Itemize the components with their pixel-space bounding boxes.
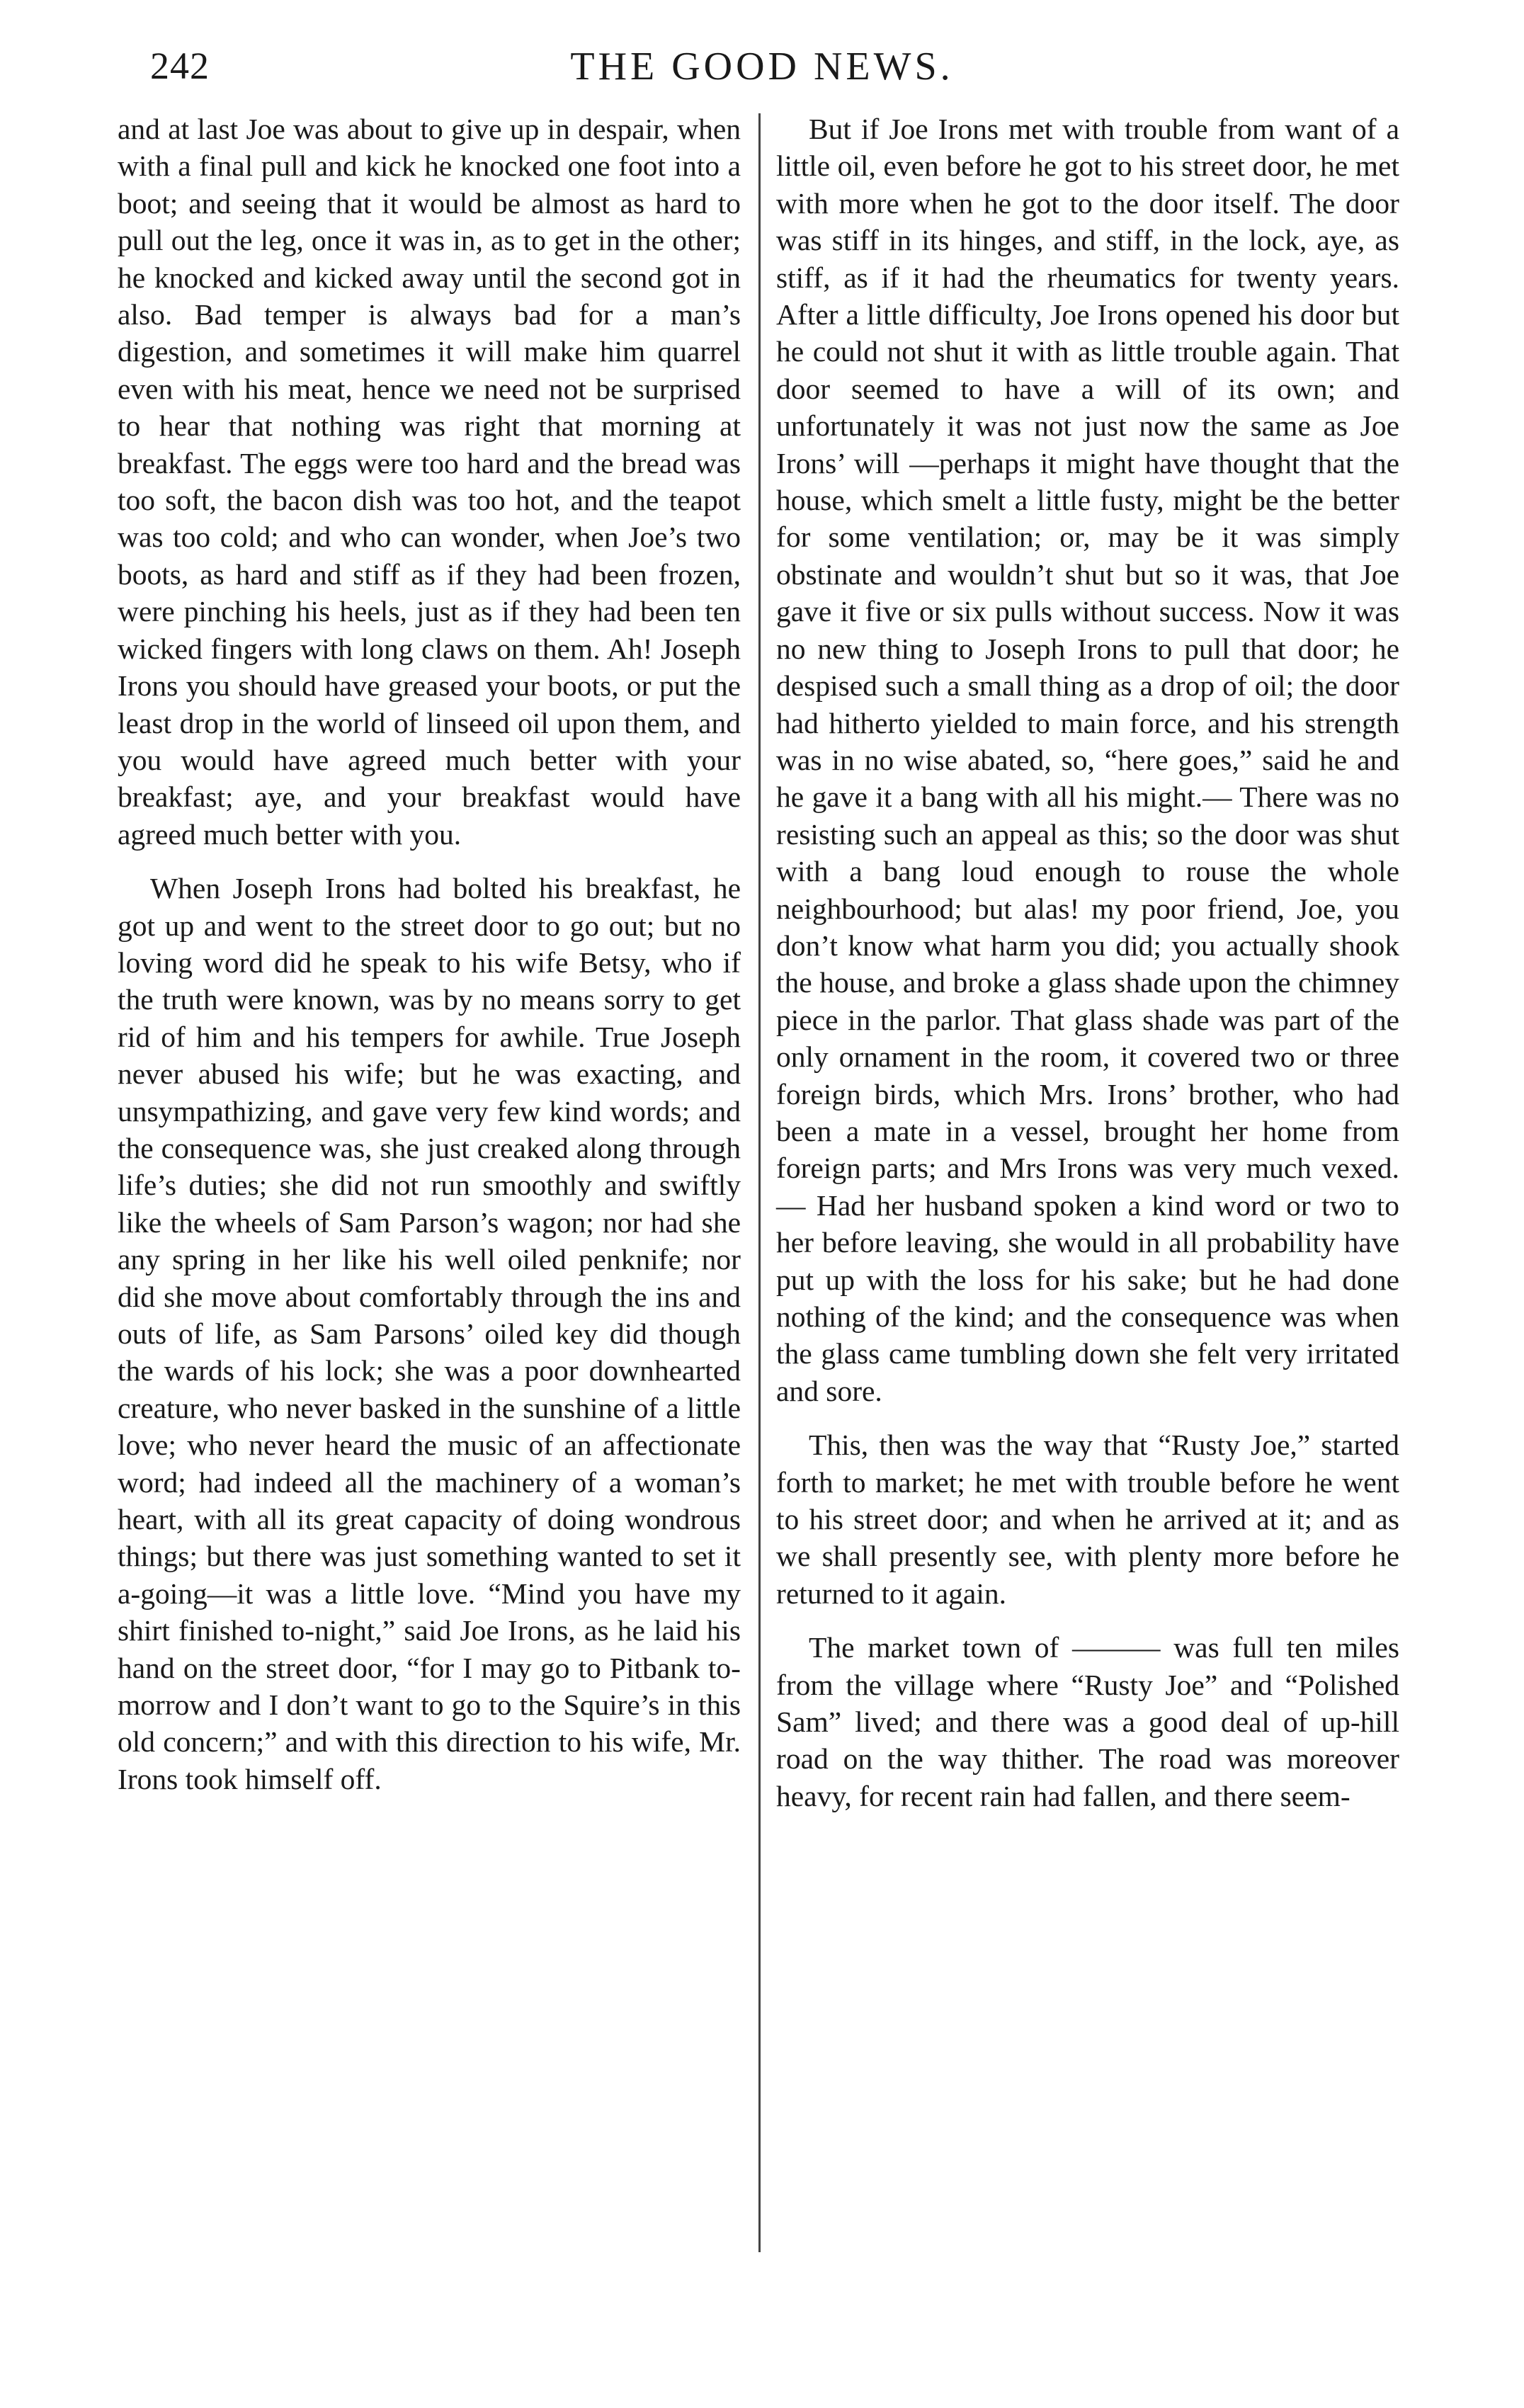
right-column bbox=[776, 110, 1399, 1814]
left-paragraph-1: and at last Joe was about to give up in despair, when with a final pull and kick he knocked one foot into a boot; and seeing that it would be almost as hard to pull out the leg, once it was in, as to get in the other; he knocked and kicked away until the second got in also. Bad temper is always bad for a man’s digestion, and sometimes it will make him quarrel even with his meat, hence we need not be surprised to hear that nothing was right that morning at breakfast. The eggs were too hard and the bread was too soft, the bacon dish was too hot, and the teapot was too cold; and who can wonder, when Joe’s two boots, as hard and stiff as if they had been frozen, were pinching his heels, just as if they had been ten wicked fingers with long claws on them. Ah! Joseph Irons you should have greased your boots, or put the least drop in the world of linseed oil upon them, and you would have agreed much better with your breakfast; aye, and your breakfast would have agreed much better with you. bbox=[118, 113, 741, 851]
left-paragraph-2: When Joseph Irons had bolted his breakfast, he got up and went to the street door to go out; but no loving word did he speak to his wife Betsy, who if the truth were known, was by no means sorry to get rid of him and his tempers for awhile. True Joseph never abused his wife; but he was exacting, and unsympathizing, and gave very few kind words; and the consequence was, she just creaked along through life’s duties; she did not run smoothly and swiftly like the wheels of Sam Parson’s wagon; nor had she any spring in her like his well oiled penknife; nor did she move about comfortably through the ins and outs of life, as Sam Parsons’ oiled key did though the wards of his lock; she was a poor downhearted creature, who never basked in the sunshine of a little love; who never heard the music of an affectionate word; had indeed all the machinery of a woman’s heart, with all its great capacity of doing wondrous things; but there was just something wanted to set it a-going—it was a little love. “Mind you have my shirt finished to-night,” said Joe Irons, as he laid his hand on the street door, “for I may go to Pitbank to-morrow and I don’t want to go to the Squire’s in this old concern;” and with this direction to his wife, Mr. Irons took himself off. bbox=[118, 872, 741, 1795]
running-title: THE GOOD NEWS. bbox=[570, 45, 954, 89]
column-divider bbox=[758, 113, 761, 2252]
left-column bbox=[118, 110, 741, 1798]
right-paragraph-3: The market town of ——— was full ten miles from the village where “Rusty Joe” and “Polished Sam” lived; and there was a good deal of up-hill road on the way thither. The road was moreover heavy, for recent rain had fallen, and there seem- bbox=[776, 1631, 1399, 1812]
right-paragraph-1: But if Joe Irons met with trouble from want of a little oil, even before he got to his street door, he met with more when he got to the door itself. The door was stiff in its hinges, and stiff, in the lock, aye, as stiff, as if it had the rheumatics for twenty years. After a little difficulty, Joe Irons opened his door but he could not shut it with as little trouble again. That door seemed to have a will of its own; and unfortunately it was not just now the same as Joe Irons’ will —perhaps it might have thought that the house, which smelt a little fusty, might be the better for some ventilation; or, may be it was simply obstinate and wouldn’t shut but so it was, that Joe gave it five or six pulls without success. Now it was no new thing to Joseph Irons to pull that door; he despised such a small thing as a drop of oil; the door had hitherto yielded to main force, and his strength was in no wise abated, so, “here goes,” said he and he gave it a bang with all his might.— There was no resisting such an appeal as this; so the door was shut with a bang loud enough to rouse the whole neighbourhood; but alas! my poor friend, Joe, you don’t know what harm you did; you actually shook the house, and broke a glass shade upon the chimney piece in the parlor. That glass shade was part of the only ornament in the room, it covered two or three foreign birds, which Mrs. Irons’ brother, who had been a mate in a vessel, brought her home from foreign parts; and Mrs Irons was very much vexed.— Had her husband spoken a kind word or two to her before leaving, she would in all probability have put up with the loss for his sake; but he had done nothing of the kind; and the consequence was when the glass came tumbling down she felt very irritated and sore. bbox=[776, 113, 1399, 1407]
right-paragraph-2: This, then was the way that “Rusty Joe,” started forth to market; he met with trouble before he went to his street door; and when he arrived at it; and as we shall presently see, with plenty more before he returned to it again. bbox=[776, 1429, 1399, 1610]
page-header bbox=[0, 44, 1524, 101]
page-number: 242 bbox=[150, 45, 210, 87]
